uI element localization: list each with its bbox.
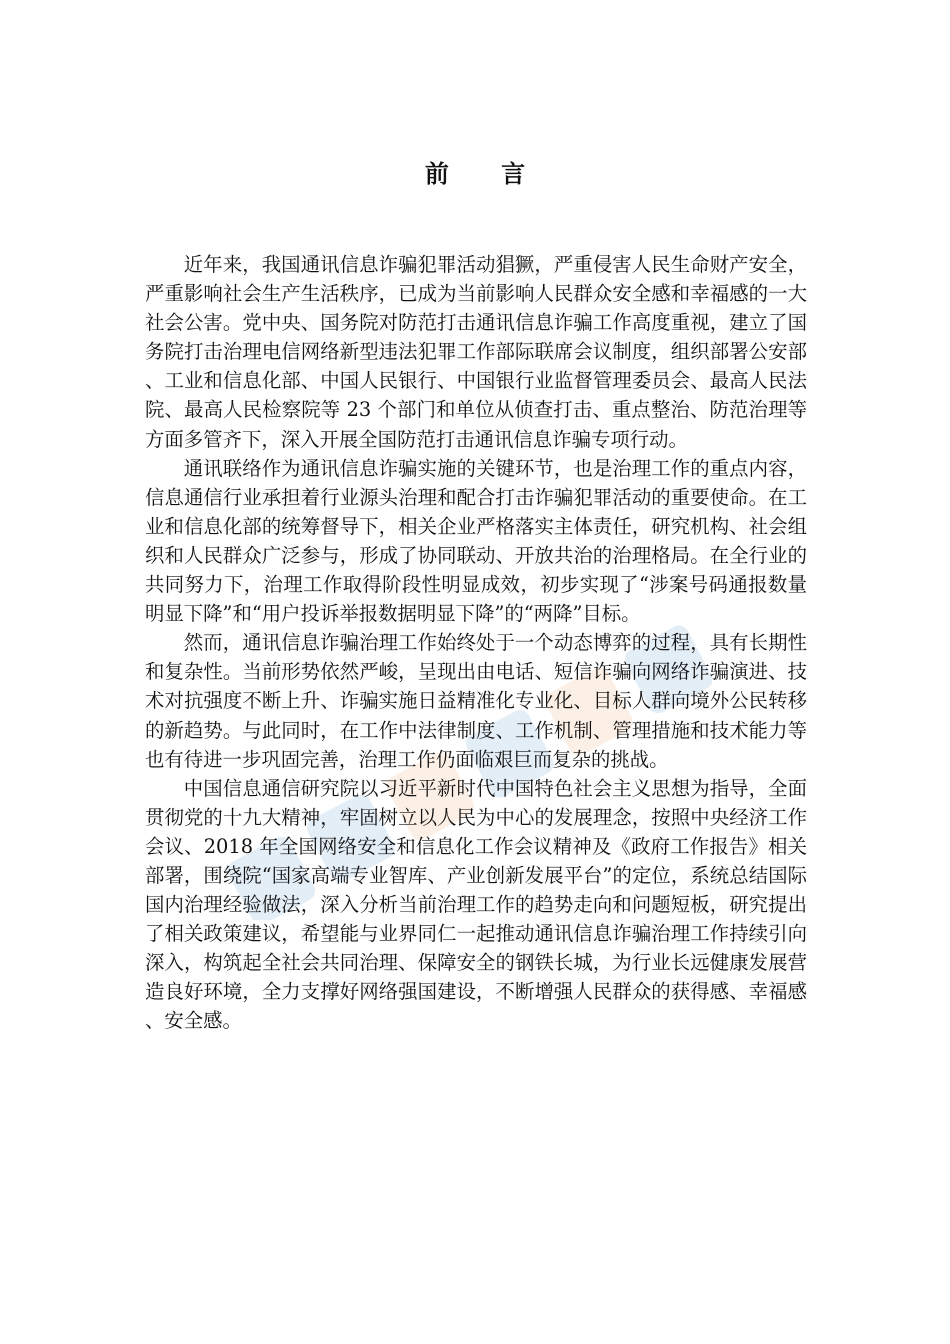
paragraph-4: 中国信息通信研究院以习近平新时代中国特色社会主义思想为指导，全面贯彻党的十九大精神，牢固树立以人民为中心的发展理念，按照中央经济工作会议、2018 年全国网络安全和信息化工作会议精神及《政府工作报告》相关部署，围绕院“国家高端专业智库、产业创新发展平台”的定位，系统总结国际国内治理经验做法，深入分析当前治理工作的趋势走向和问题短板，研究提出了相关政策建议，希望能与业界同仁一起推动通讯信息诈骗治理工作持续引向深入，构筑起全社会共同治理、保障安全的钢铁长城，为行业长远健康发展营造良好环境，全力支撑好网络强国建设，不断增强人民群众的获得感、幸福感、安全感。 [145,776,807,1033]
page-title: 前 言 [424,160,548,188]
paragraph-3: 然而，通讯信息诈骗治理工作始终处于一个动态博弈的过程，具有长期性和复杂性。当前形势依然严峻，呈现出由电话、短信诈骗向网络诈骗演进、技术对抗强度不断上升、诈骗实施日益精准化专业化、目标人群向境外公民转移的新趋势。与此同时，在工作中法律制度、工作机制、管理措施和技术能力等也有待进一步巩固完善，治理工作仍面临艰巨而复杂的挑战。 [145,631,807,771]
body-text [145,250,807,1036]
paragraph-1: 近年来，我国通讯信息诈骗犯罪活动猖獗，严重侵害人民生命财产安全，严重影响社会生产生活秩序，已成为当前影响人民群众安全感和幸福感的一大社会公害。党中央、国务院对防范打击通讯信息诈骗工作高度重视，建立了国务院打击治理电信网络新型违法犯罪工作部际联席会议制度，组织部署公安部、工业和信息化部、中国人民银行、中国银行业监督管理委员会、最高人民法院、最高人民检察院等 23 个部门和单位从侦查打击、重点整治、防范治理等方面多管齐下，深入开展全国防范打击通讯信息诈骗专项行动。 [145,253,807,451]
paragraph-2: 通讯联络作为通讯信息诈骗实施的关键环节，也是治理工作的重点内容，信息通信行业承担着行业源头治理和配合打击诈骗犯罪活动的重要使命。在工业和信息化部的统筹督导下，相关企业严格落实主体责任，研究机构、社会组织和人民群众广泛参与，形成了协同联动、开放共治的治理格局。在全行业的共同努力下，治理工作取得阶段性明显成效，初步实现了“涉案号码通报数量明显下降”和“用户投诉举报数据明显下降”的“两降”目标。 [145,456,807,626]
